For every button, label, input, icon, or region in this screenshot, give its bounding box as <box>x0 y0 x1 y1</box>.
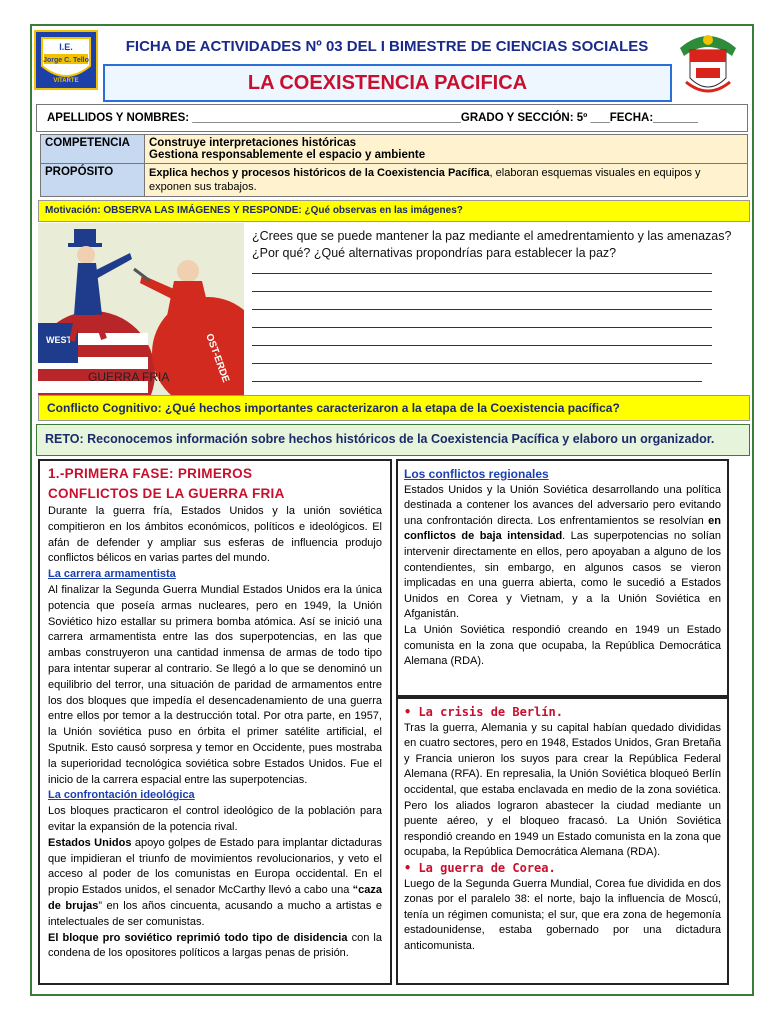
proposito-bold: Explica hechos y procesos históricos de la Coexistencia Pacífica <box>149 167 490 179</box>
cognitive-conflict-bar: Conflicto Cognitivo: ¿Qué hechos importantes caracterizaron a la etapa de la Coexistencia pacífica? <box>38 395 750 421</box>
rda-paragraph: La Unión Soviética respondió creando en 1949 un Estado comunista en la zona que ocupaba, la República Democrática Alemana (RDA). <box>404 623 721 668</box>
section-title-line-2: CONFLICTOS DE LA GUERRA FRIA <box>48 486 285 501</box>
berlin-crisis-title: • La crisis de Berlín. <box>404 705 563 719</box>
student-info-row[interactable]: APELLIDOS Y NOMBRES: __________________________________________GRADO Y SECCIÓN: 5º ___FECHA:_______ <box>36 104 748 132</box>
logo-text-1: I.E. <box>59 42 73 52</box>
usa-paragraph <box>48 836 382 931</box>
proposito-value <box>145 164 748 197</box>
answer-line[interactable] <box>252 309 712 310</box>
ideological-paragraph: Los bloques practicaron el control ideológico de la población para evitar la expansión de la potencia rival. <box>48 805 382 833</box>
answer-line[interactable] <box>252 273 712 274</box>
answer-line[interactable] <box>252 327 712 328</box>
answer-line[interactable] <box>252 345 712 346</box>
regional-text-a: Estados Unidos y la Unión Soviética desarrollando una política destinada a contener los avances del adversario pero evitando una confrontación directa. Los enfrentamientos se resolvían <box>404 483 721 527</box>
usa-text-a: apoyo golpes de Estado para implantar dictaduras que impidieran el triunfo de movimientos revolucionarios, y veto el acceso al poder de los comunistas en Europa occidental. En el propio Estados unidos, el senador McCarthy llevó a cabo una <box>48 836 382 897</box>
regional-text-b: . Las superpotencias no solían intervenir directamente en ellos, pero apoyaban a alguno de los contendientes, sin embargo, en algunos casos se vieron implicadas en una guerra abierta, como le sucedió a Estados Unidos en Corea y Vietnam, y a la Unión Soviética en Afganistán. <box>404 530 721 621</box>
witch-hunt-bold: “caza de brujas <box>48 884 382 912</box>
competencia-label: COMPETENCIA <box>41 135 145 164</box>
soviet-paragraph <box>48 931 382 963</box>
soviet-text: con la condena de los opositores políticos a largas penas de prisión. <box>48 931 382 960</box>
logo-text-2: Jorge C. Tello <box>43 57 89 64</box>
flag-text: WEST <box>46 335 72 345</box>
crises-box <box>396 697 729 985</box>
answer-line[interactable] <box>252 381 702 382</box>
regional-paragraph <box>404 483 721 623</box>
arms-race-paragraph: Al finalizar la Segunda Guerra Mundial Estados Unidos era la única potencia que poseía armas nucleares, pero en 1949, la Unión Soviético hizo estallar su primera bomba atómica. Así se inició una carrera armamentista entre las dos superpotencias, en las que ambas construyeron una cantidad inmensa de armas de todo tipo para intentar superar al contrario. Se llegó a lo que se denominó un equilibrio del terror, una situación de paridad de armamentos entre los dos bloques que impedía el desencadenamiento de una guerra entre ellos por temor a la destrucción total. Por otra parte, en 1957, la Unión soviética puso en órbita el primer satélite artificial, el Sputnik. Esto causó sorpresa y temor en Occidente, pues mostraba la superioridad tecnológica soviética sobre Estados Unidos. Fue el inicio de la carrera espacial entre las superpotencias. <box>48 583 382 786</box>
logo-text-3: VITARTE <box>53 78 79 84</box>
challenge-bar: RETO: Reconocemos información sobre hechos históricos de la Coexistencia Pacífica y elaboro un organizador. <box>36 424 750 456</box>
berlin-crisis-paragraph: Tras la guerra, Alemania y su capital habían quedado divididas en cuatro sectores, pero en 1948, Estados Unidos, Gran Bretaña y Francia unieron los suyos para crear la República Federal Alemana (RFA). En represalia, la Unión Soviética bloqueó Berlín occidental, que estaba enclavada en medio de la zona soviética. Pero los aliados lograron abastecer la ciudad mediante un puente aéreo, y el bloqueo fracasó. La Unión Soviética respondió creando en 1949 un Estado comunista en la zona que ocupaba, la República Democrática Alemana (RDA). <box>404 721 721 859</box>
main-title-box <box>103 64 672 102</box>
usa-bold: Estados Unidos <box>48 836 132 849</box>
worksheet-header-title: FICHA DE ACTIVIDADES Nº 03 DEL I BIMESTRE DE CIENCIAS SOCIALES <box>125 38 649 55</box>
proposito-label: PROPÓSITO <box>41 164 145 197</box>
subheading-arms-race: La carrera armamentista <box>48 568 176 581</box>
regional-conflicts-box <box>396 459 729 697</box>
section-title-line-1: 1.-PRIMERA FASE: PRIMEROS <box>48 466 253 481</box>
low-intensity-bold: en conflictos de baja intensidad <box>404 514 721 543</box>
subheading-ideological: La confrontación ideológica <box>48 789 195 802</box>
competencia-line-1: Construye interpretaciones históricas <box>149 137 357 149</box>
answer-line[interactable] <box>252 363 712 364</box>
subheading-regional-conflicts: Los conflictos regionales <box>404 467 549 481</box>
intro-paragraph: Durante la guerra fría, Estados Unidos y la unión soviética compitieron en los ámbitos económicos, políticos e ideológicos. El afán de defender y ampliar sus esferas de influencia produjo conflictos bélicos en varias partes del mundo. <box>48 505 382 565</box>
national-crest-icon <box>676 28 740 102</box>
left-reading-column <box>38 459 392 985</box>
soviet-bold: El bloque pro soviético reprimió todo tipo de disidencia <box>48 931 348 944</box>
usa-text-b: ” en los años cincuenta, acusando a mucho a artistas e intelectuales de ser comunistas. <box>48 899 382 928</box>
cartoon-caption: GUERRA FRIA <box>88 370 170 384</box>
answer-line[interactable] <box>252 291 712 292</box>
proposito-rest: , elaboran esquemas visuales en equipos y exponen sus trabajos. <box>149 167 701 193</box>
competencia-value <box>145 135 748 164</box>
competencia-line-2: Gestiona responsablemente el espacio y ambiente <box>149 149 426 161</box>
competence-table <box>40 134 748 197</box>
korean-war-title: • La guerra de Corea. <box>404 860 556 875</box>
globe-text: OST-ERDE <box>203 332 232 385</box>
korean-war-paragraph: Luego de la Segunda Guerra Mundial, Corea fue dividida en dos zonas por el paralelo 38: el norte, bajo la influencia de Moscú, tenía un régimen comunista; el sur, que era zona de hegemonía estadounidense, estaba gobernado por una dictadura anticomunista. <box>404 877 721 952</box>
main-title: LA COEXISTENCIA PACIFICA <box>247 71 528 94</box>
school-logo <box>34 30 98 90</box>
motivation-bar: Motivación: OBSERVA LAS IMÁGENES Y RESPONDE: ¿Qué observas en las imágenes? <box>38 200 750 222</box>
motivation-question: ¿Crees que se puede mantener la paz mediante el amedrentamiento y las amenazas? ¿Por qué? ¿Qué alternativas propondrías para establecer la paz? <box>252 229 732 260</box>
